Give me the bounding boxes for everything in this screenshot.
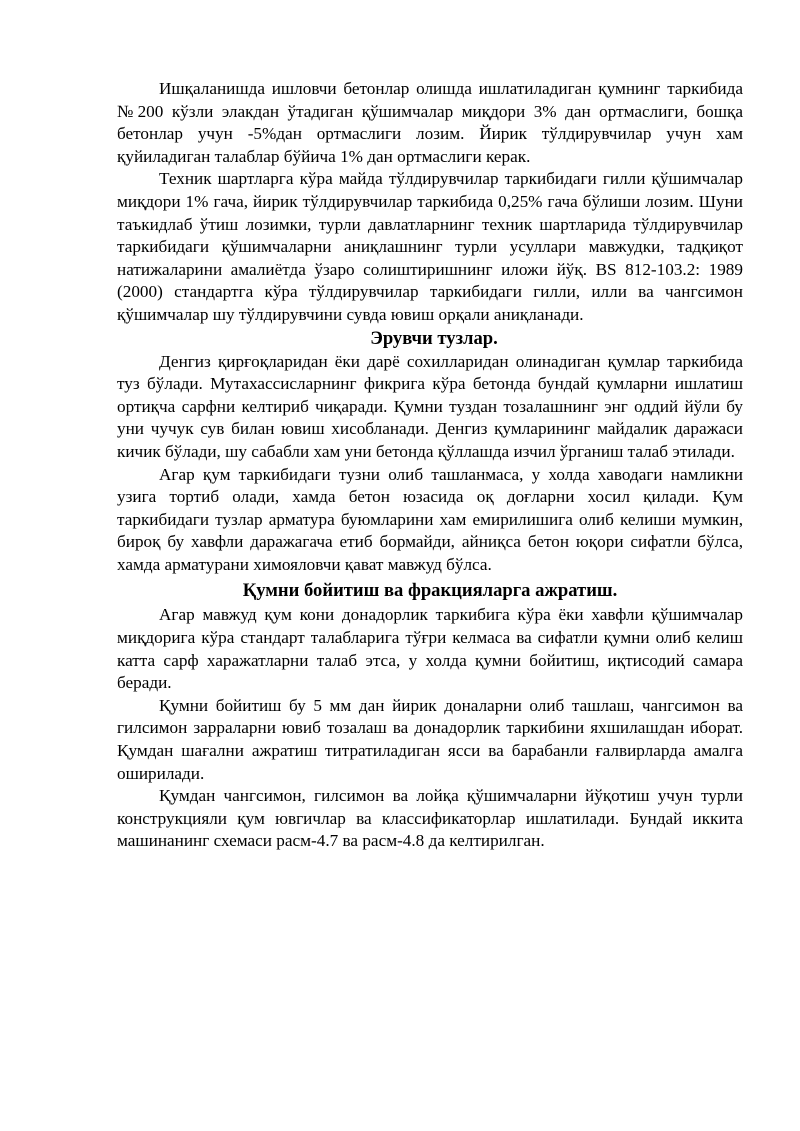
document-page (117, 78, 743, 853)
paragraph-enrichment-1: Агар мавжуд қум кони донадорлик таркибига кўра ёки хавфли қўшимчалар миқдорига кўра стандарт талабларига тўғри келмаса ва сифатли қумни олиб келиш катта сарф харажатларни талаб этса, у холда қумни бойитиш, иқтисодий самара беради. (117, 605, 743, 693)
paragraph-salts-2: Агар қум таркибидаги тузни олиб ташланмаса, у холда хаводаги намликни узига тортиб олади, хамда бетон юзасида оқ доғларни хосил қилади. Қум таркибидаги тузлар арматура буюмларини хам емирилишига олиб келиши мумкин, бироқ бу хавфли даражагача етиб бормайди, айниқса бетон юқори сифатли бўлса, хамда арматурани химояловчи қават мавжуд бўлса. (117, 464, 743, 574)
paragraph-enrichment-3: Қумдан чангсимон, гилсимон ва лойқа қўшимчаларни йўқотиш учун турли конструкцияли қум ювгичлар ва классификаторлар ишлатилади. Бундай иккита машинанинг схемаси расм-4.7 ва расм-4.8 да келтирилган. (117, 786, 743, 851)
section-heading-soluble-salts: Эрувчи тузлар. (370, 327, 498, 349)
section-heading-sand-enrichment: Қумни бойитиш ва фракцияларга ажратиш. (242, 580, 618, 602)
paragraph-enrichment-2: Қумни бойитиш бу 5 мм дан йирик доналарни олиб ташлаш, чангсимон ва гилсимон зарраларни ювиб тозалаш ва донадорлик таркибини яхшилашдан иборат. Қумдан шағални ажратиш титратиладиган ясси ва барабанли ғалвирларда амалга оширилади. (117, 695, 743, 783)
paragraph-intro-1: Ишқаланишда ишловчи бетонлар олишда ишлатиладиган қумнинг таркибида №200 кўзли элакдан ўтадиган қўшимчалар миқдори 3% дан ортмаслиги, бошқа бетонлар учун -5%дан ортмаслиги лозим. Йирик тўлдирувчилар учун хам қуйиладиган талаблар бўйича 1% дан ортмаслиги керак. (117, 79, 743, 166)
paragraph-salts-1: Денгиз қирғоқларидан ёки дарё сохилларидан олинадиган қумлар таркибида туз бўлади. Мутахассисларнинг фикрига кўра бетонда бундай қумларни ишлатиш ортиқча сарфни келтириб чиқаради. Қумни туздан тозалашнинг энг оддий йўли бу уни чучук сув билан ювиш хисобланади. Денгиз қумларининг майдалик даражаси кичик бўлади, шу сабабли хам уни бетонда қўллашда изчил ўрганиш талаб этилади. (117, 351, 743, 461)
paragraph-intro-2: Техник шартларга кўра майда тўлдирувчилар таркибидаги гилли қўшимчалар миқдори 1% гача, йирик тўлдирувчилар таркибида 0,25% гача бўлиши лозим. Шуни таъкидлаб ўтиш лозимки, турли давлатларнинг техник шартларида тўлдирувчилар таркибидаги қўшимчаларни аниқлашнинг турли усуллари мавжудки, тадқиқот натижаларини амалиётда ўзаро солиштиришнинг иложи йўқ. BS 812-103.2: 1989 (2000) стандартга кўра тўлдирувчилар таркибидаги гилли, илли ва чангсимон қўшимчалар шу тўлдирувчини сувда ювиш орқали аниқланади. (117, 169, 743, 324)
